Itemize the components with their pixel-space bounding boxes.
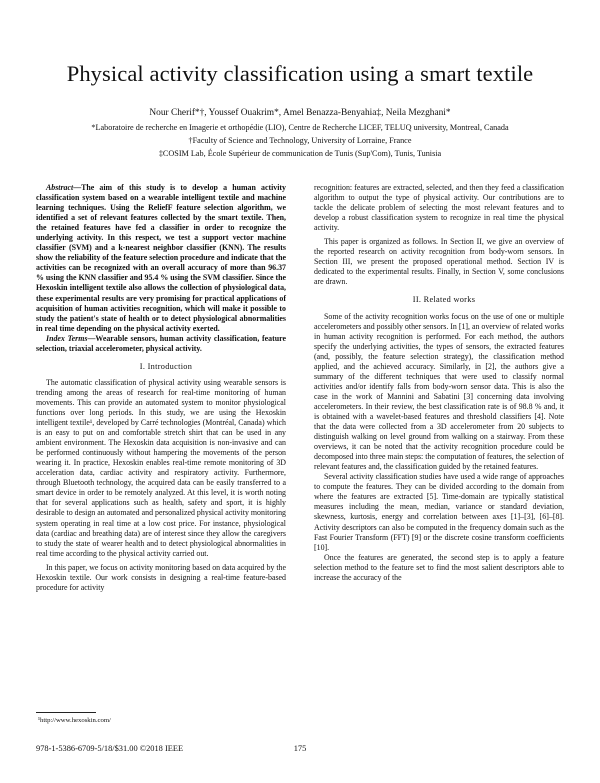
paragraph: Once the features are generated, the second step is to apply a feature selection method to the feature set to find the most salient descriptors able to increase the accuracy of the [314,552,564,582]
paper-title: Physical activity classification using a smart textile [66,61,534,86]
footnote-divider [36,712,96,713]
abstract [36,183,286,334]
paragraph: Several activity classification studies have used a wide range of approaches to compute the features. They can be divided according to the domain from where the features are extracted [5]. Time-domain are typically statistical measures including the mean, median, variance or standard deviation, skewness, kurtosis, energy and correlation between axes [1]–[3], [6]–[8]. Activity descriptors can also be computed in the frequency domain such as the Fast Fourier Transform (FFT) [9] or the discrete cosine transform coefficients [10]. [314,472,564,552]
affiliation-2: †Faculty of Science and Technology, University of Lorraine, France [188,136,412,145]
paragraph: In this paper, we focus on activity monitoring based on data acquired by the Hexoskin textile. Our work consists in designing a real-time feature-based procedure for activity [36,562,286,592]
paragraph: Some of the activity recognition works focus on the use of one or multiple accelerometers and possibly other sensors. In [1], an overview of related works in human activity recognition is performed. For each method, the authors specify the underlying activities, the types of sensors, the extracted features (and, possibly, the feature selection strategy), the classification method applied, and the achieved accuracy. Similarly, in [2], the authors give a summary of the different techniques that were used to classify normal activities and/or identify falls from body-worn sensor data. This is also the case in the work of Mannini and Sabatini [3] concerning data involving accelerometers. In their review, the best classification rate is of 98.8 % and, it is obtained with a wavelet-based features and threshold classifiers [4]. Note that the data were collected from a 3D accelerometer from 20 subjects to distinguish walking on level ground from walking on a stairway. From these overviews, it can be noted that the activity recognition procedure could be decomposed into three main steps: the computation of features, the selection of relevant features and, the classification guided by the retained features. [314,311,565,472]
index-terms [36,334,286,354]
section-heading-related-works: II. Related works [412,295,476,305]
left-column [36,183,286,593]
page-number: 175 [293,744,307,753]
section-heading-introduction: I. Introduction [139,361,193,371]
index-terms-text: —Wearable sensors, human activity classification, feature selection, triaxial accelerometer, physical activity. [36,333,286,353]
right-column [314,183,564,583]
abstract-heading: Abstract [46,183,74,192]
affiliation-3: ‡COSIM Lab, École Supérieur de communication de Tunis (Sup'Com), Tunis, Tunisia [158,149,442,158]
footnote: ¹http://www.hexoskin.com/ [38,717,111,724]
isbn-line: 978-1-5386-6709-5/18/$31.00 ©2018 IEEE [36,744,184,753]
affiliation-1: *Laboratoire de recherche en Imagerie et orthopédie (LIO), Centre de Recherche LICEF, TELUQ university, Montreal, Canada [91,123,509,132]
paragraph: recognition: features are extracted, selected, and then they feed a classification algorithm to output the type of physical activity. Our contributions are to tackle the delicate problem of selecting the most relevant features and to develop a robust classification system to recognize in real time the physical activity. [314,183,564,233]
abstract-text: —The aim of this study is to develop a human activity classification system based on a wearable intelligent textile and machine learning techniques. Using the ReliefF feature selection algorithm, we identified a set of relevant features collected by the smart textile. Then, the retained features have fed a classifier in order to recognize the underlying activity. In this respect, we test a support vector machine classifier (SVM) and a k-nearest neighbor classifier (KNN). The results show the reliability of the feature selection procedure and indicate that the activities can be recognized with an overall accuracy of more than 96.37 % using the KNN classifier and 95.4 % using the SVM classifier. Since the Hexoskin intelligent textile also allows the collection of physiological data, these experimental results are very promising for practical applications of acquisition of human activities recognition, which will make it possible to study the patient's state of health or to detect physiological abnormalities in real time depending on the physical activity exerted. [36,183,286,333]
paragraph: This paper is organized as follows. In Section II, we give an overview of the reported research on activity recognition from body-worn sensors. In Section III, we present the proposed operational method. Section IV is dedicated to the experimental results. Finally, in Section V, some conclusions are drawn. [314,237,564,287]
paragraph: The automatic classification of physical activity using wearable sensors is trending among the areas of research for real-time monitoring of human movements. This can provide an automated system to monitor physiological functions over long periods. In this study, we are using the Hexoskin intelligent textile¹, developed by Carré technologies (Montréal, Canada) which is an easy to put on and comfortable stretch shirt that can be used in any ambient environment. The Hexoskin data acquisition is non-invasive and can be performed continuously without hampering the movements of the person wearing it. In practice, Hexoskin enables real-time remote monitoring of 3D acceleration data, cardiac activity and respiratory activity. Furthermore, through Bluetooth technology, the acquired data can be easily transferred to a smart device in order to be remotely analyzed. At this level, it is worth noting that for several applications such as health, safety and sport, it is highly desirable to design an automated and personalized physical activity monitoring system operating in real time at a low cost price. For instance, physiological data (cardiac and breathing data) are of interest since they allow the caregivers to study the state of wearer health and to detect physiological abnormalities in real time according to the physical activity carried out. [36,377,286,558]
author-list: Nour Cherif*†, Youssef Ouakrim*, Amel Benazza-Benyahia‡, Neila Mezghani* [149,108,451,118]
index-terms-heading: Index Terms [46,333,88,343]
